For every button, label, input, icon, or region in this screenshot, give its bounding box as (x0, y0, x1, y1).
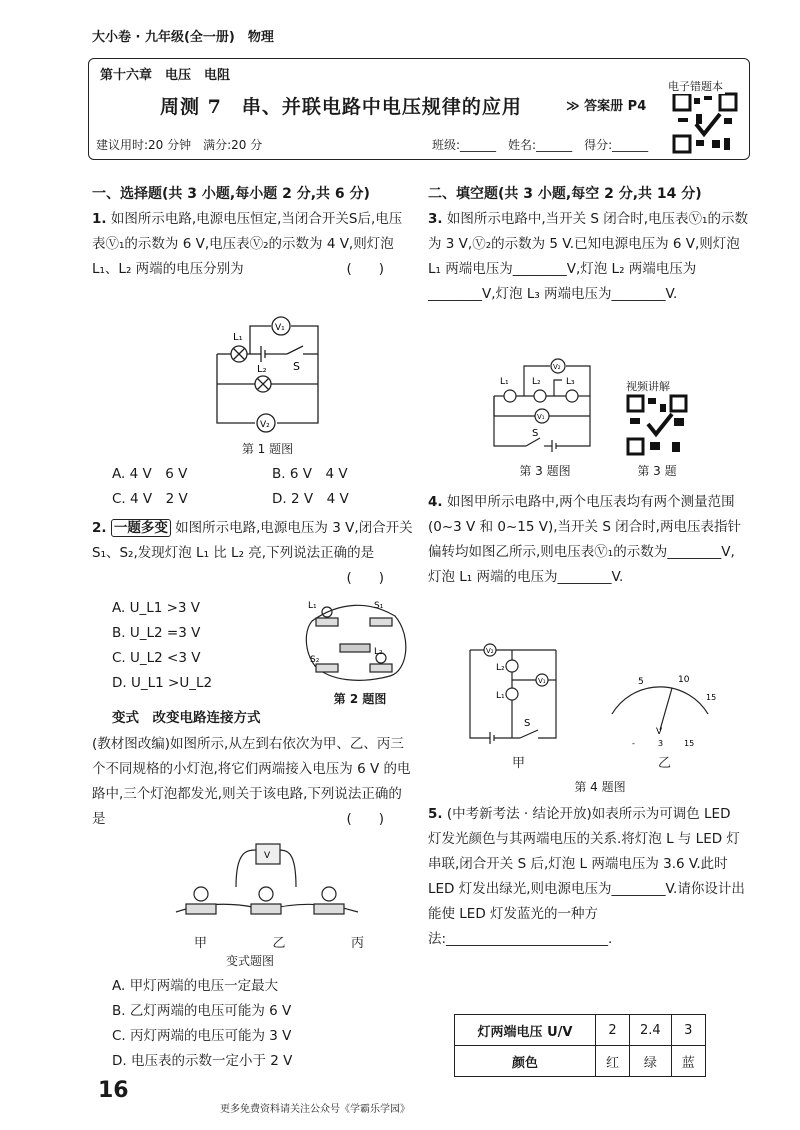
option-2c[interactable]: C. U_L2 <3 V (112, 650, 201, 666)
svg-text:L₁: L₁ (500, 377, 509, 387)
question-3-text: 如图所示电路中,当开关 S 闭合时,电压表Ⓥ₁的示数为 3 V,Ⓥ₂的示数为 5 V.已知电源电压为 6 V,则灯泡 L₁ 两端电压为________V,灯泡 L₂ 两端电压为________V,灯泡 L₃ 两端电压为________V. (428, 211, 748, 302)
table-cell: 红 (596, 1046, 630, 1077)
svg-text:10: 10 (678, 675, 690, 685)
svg-text:L₂: L₂ (496, 663, 505, 673)
figure-3-circuit (486, 356, 598, 456)
answer-bracket: ( ) (346, 570, 384, 586)
question-2-text: 如图所示电路,电源电压为 3 V,闭合开关 S₁、S₂,发现灯泡 L₁ 比 L₂ 亮,下列说法正确的是 (92, 520, 413, 561)
variant-question (92, 732, 414, 832)
question-4-text: 如图甲所示电路中,两个电压表均有两个测量范围(0~3 V 和 0~15 V),当开关 S 闭合时,两电压表指针偏转均如图乙所示,则电压表Ⓥ₁的示数为________V,灯泡 L₁ 两端的电压为________V. (428, 494, 741, 585)
svg-text:L₁: L₁ (308, 601, 317, 611)
answer-bracket: ( ) (346, 811, 384, 827)
svg-text:V: V (264, 851, 271, 861)
footer-note: 更多免费资料请关注公众号《学霸乐学园》 (220, 1104, 410, 1115)
svg-text:V₁: V₁ (275, 323, 285, 333)
svg-text:L₂: L₂ (374, 647, 383, 657)
question-4 (428, 490, 748, 590)
svg-text:S: S (524, 718, 531, 729)
book-header: 大小卷 · 九年级(全一册) 物理 (92, 30, 274, 45)
svg-text:3: 3 (658, 739, 664, 748)
student-fields: 班级:______ 姓名:______ 得分:______ (432, 138, 649, 152)
right-column (428, 182, 748, 307)
lamp-label-yi: 乙 (272, 936, 286, 951)
table-row (455, 1015, 706, 1046)
svg-text:15: 15 (706, 693, 717, 702)
svg-text:V₂: V₂ (553, 363, 561, 371)
figure-4-label-yi: 乙 (658, 756, 672, 771)
svg-text:L₃: L₃ (566, 377, 575, 387)
svg-text:S₂: S₂ (310, 655, 320, 665)
question-1-text: 如图所示电路,电源电压恒定,当闭合开关S后,电压表Ⓥ₁的示数为 6 V,电压表Ⓥ₂的示数为 4 V,则灯泡 L₁、L₂ 两端的电压分别为 (92, 211, 403, 277)
table-cell: 3 (671, 1015, 705, 1046)
figure-4-caption: 第 4 题图 (574, 780, 626, 794)
svg-text:V₂: V₂ (260, 420, 270, 430)
option-1b[interactable]: B. 6 V 4 V (272, 466, 348, 482)
variant-caption: 变式题图 (225, 954, 274, 968)
answer-reference: ≫ 答案册 P4 (566, 99, 647, 114)
variant-option-a[interactable]: A. 甲灯两端的电压一定最大 (112, 978, 279, 994)
chapter-label: 第十六章 电压 电阻 (100, 68, 231, 83)
time-score-info: 建议用时:20 分钟 满分:20 分 (96, 138, 263, 152)
figure-4-meter (600, 670, 720, 750)
table-cell: 2.4 (630, 1015, 672, 1046)
svg-text:15: 15 (684, 739, 695, 748)
svg-text:L₂: L₂ (532, 377, 541, 387)
section-1-heading: 一、选择题(共 3 小题,每小题 2 分,共 6 分) (92, 186, 370, 202)
qr-code-icon[interactable] (626, 394, 688, 456)
led-voltage-table (454, 1014, 706, 1077)
svg-text:V₁: V₁ (538, 677, 546, 685)
svg-text:L₁: L₁ (233, 332, 243, 343)
figure-3-caption: 第 3 题图 (519, 464, 571, 478)
table-header-color: 颜色 (455, 1046, 596, 1077)
question-2 (92, 516, 414, 591)
qr-label: 电子错题本 (668, 80, 723, 93)
question-3-number: 3. (428, 211, 443, 227)
table-cell: 绿 (630, 1046, 672, 1077)
section-2-heading: 二、填空题(共 3 小题,每空 2 分,共 14 分) (428, 186, 702, 202)
svg-text:V₁: V₁ (537, 413, 545, 421)
svg-text:5: 5 (638, 677, 644, 687)
option-2d[interactable]: D. U_L1 >U_L2 (112, 675, 213, 691)
question-1-number: 1. (92, 211, 107, 227)
figure-1-circuit (205, 308, 330, 438)
video-label: 视频讲解 (626, 380, 670, 393)
qr-code-icon[interactable] (672, 92, 738, 154)
variant-option-c[interactable]: C. 丙灯两端的电压可能为 3 V (112, 1028, 292, 1044)
figure-2-circuit (300, 596, 412, 688)
variant-option-d[interactable]: D. 电压表的示数一定小于 2 V (112, 1053, 293, 1069)
variant-figure (166, 842, 366, 922)
table-header-voltage: 灯两端电压 U/V (455, 1015, 596, 1046)
svg-text:L₂: L₂ (257, 364, 267, 375)
svg-text:S₁: S₁ (374, 601, 384, 611)
figure-1-caption: 第 1 题图 (241, 442, 294, 456)
qr-3-caption: 第 3 题 (637, 464, 677, 478)
option-2a[interactable]: A. U_L1 >3 V (112, 600, 201, 616)
question-4-number: 4. (428, 494, 443, 510)
option-1c[interactable]: C. 4 V 2 V (112, 491, 188, 507)
variant-title: 变式 改变电路连接方式 (112, 710, 261, 726)
option-1d[interactable]: D. 2 V 4 V (272, 491, 349, 507)
question-5 (428, 802, 748, 952)
question-1 (92, 207, 414, 282)
question-2-number: 2. (92, 520, 107, 536)
figure-4-circuit (460, 638, 580, 750)
svg-text:V: V (656, 727, 663, 737)
question-5-text: (中考新考法 · 结论开放)如表所示为可调色 LED 灯发光颜色与其两端电压的关系.将灯泡 L 与 LED 灯串联,闭合开关 S 后,灯泡 L 两端电压为 3.6 V.此时 LED 灯发出绿光,则电源电压为________V.请你设计出能使 LED 灯发蓝光的一种方法:________________________. (428, 806, 745, 947)
question-1-options (112, 462, 432, 512)
option-1a[interactable]: A. 4 V 6 V (112, 466, 188, 482)
answer-bracket: ( ) (346, 261, 384, 277)
figure-2-caption: 第 2 题图 (333, 692, 387, 706)
svg-text:L₁: L₁ (496, 691, 505, 701)
table-cell: 蓝 (671, 1046, 705, 1077)
page-title: 周测 7 串、并联电路中电压规律的应用 (160, 96, 522, 118)
svg-text:S: S (293, 360, 300, 373)
question-5-number: 5. (428, 806, 443, 822)
table-cell: 2 (596, 1015, 630, 1046)
variant-option-b[interactable]: B. 乙灯两端的电压可能为 6 V (112, 1003, 292, 1019)
variant-text: (教材图改编)如图所示,从左到右依次为甲、乙、丙三个不同规格的小灯泡,将它们两端接入电压为 6 V 的电路中,三个灯泡都发光,则关于该电路,下列说法正确的是 (92, 736, 411, 827)
variant-lamp-labels (194, 932, 364, 951)
variant-tag: 一题多变 (111, 519, 171, 537)
question-2-options (112, 596, 292, 696)
question-3 (428, 207, 748, 307)
svg-text:S: S (532, 428, 539, 439)
table-row (455, 1046, 706, 1077)
option-2b[interactable]: B. U_L2 =3 V (112, 625, 201, 641)
figure-4-label-jia: 甲 (512, 756, 526, 771)
left-column (92, 182, 414, 282)
svg-text:V₂: V₂ (486, 647, 494, 655)
lamp-label-bing: 丙 (350, 936, 364, 951)
page-number: 16 (98, 1078, 129, 1103)
lamp-label-jia: 甲 (194, 936, 208, 951)
variant-options (112, 974, 412, 1074)
svg-text:-: - (632, 739, 635, 748)
